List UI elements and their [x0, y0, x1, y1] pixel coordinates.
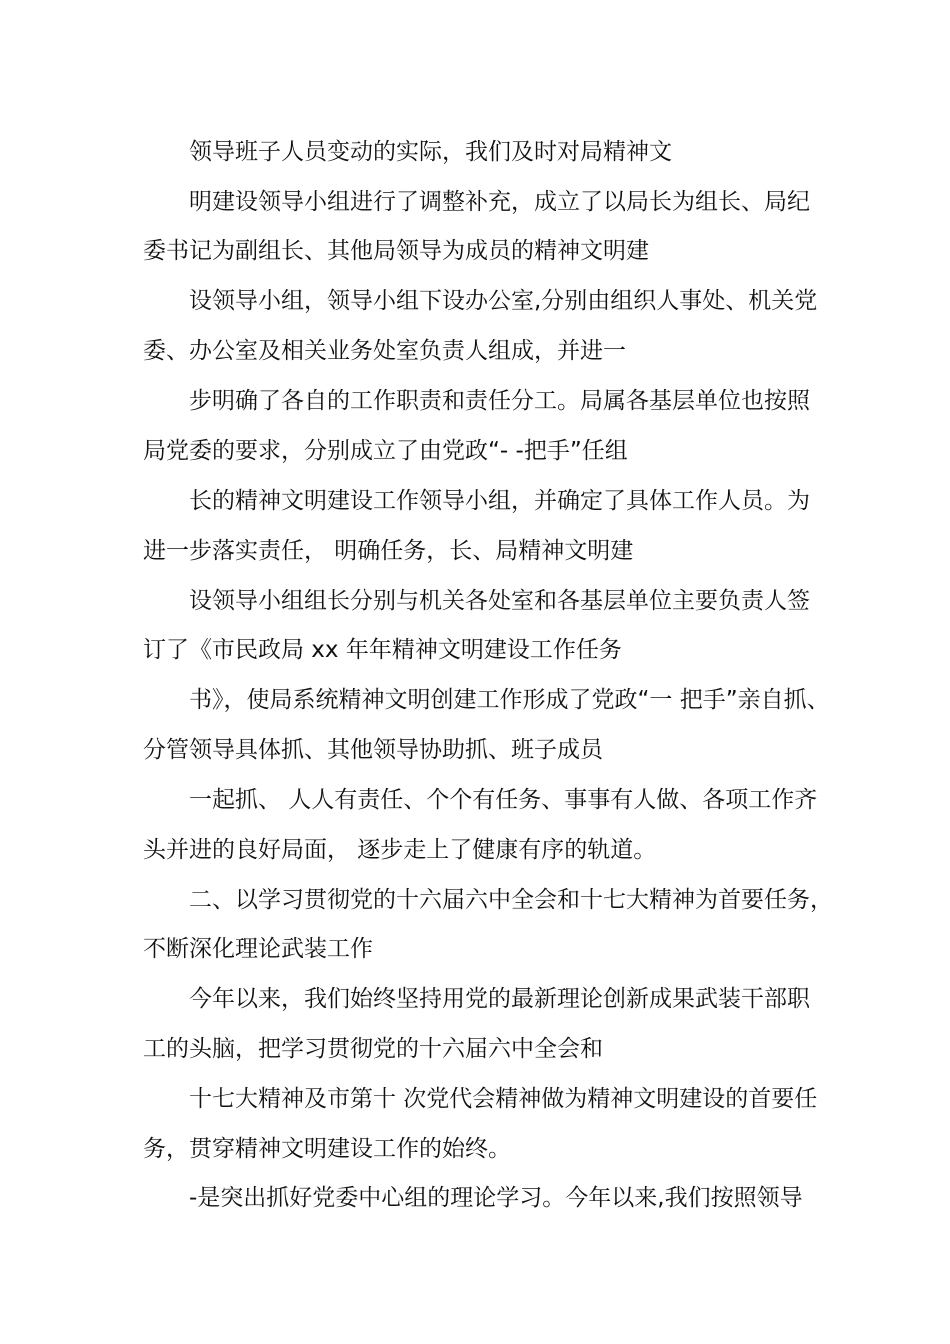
text-line: 进一步落实责任， 明确任务，长、局精神文明建	[143, 538, 634, 564]
section-heading: 二、以学习贯彻党的十六届六中全会和十七大精神为首要任务，	[189, 887, 833, 913]
text-line: 领导班子人员变动的实际，我们及时对局精神文	[189, 139, 672, 165]
text-line: 今年以来，我们始终坚持用党的最新理论创新成果武装干部职	[189, 986, 810, 1012]
text-line: 设领导小组，领导小组下设办公室,分别由组织人事处、机关党	[189, 288, 818, 314]
text-line: 务，贯穿精神文明建设工作的始终。	[143, 1136, 511, 1162]
text-line: 分管领导具体抓、其他领导协助抓、班子成员	[143, 737, 603, 763]
text-line: 明建设领导小组进行了调整补充，成立了以局长为组长、局纪	[189, 189, 810, 215]
text-line: 工的头脑，把学习贯彻党的十六届六中全会和	[143, 1036, 603, 1062]
text-line: 委、办公室及相关业务处室负责人组成，并进一	[143, 338, 626, 364]
section-heading: 不断深化理论武装工作	[143, 936, 373, 962]
text-line: 步明确了各自的工作职责和责任分工。局属各基层单位也按照	[189, 388, 810, 414]
text-line: 长的精神文明建设工作领导小组，并确定了具体工作人员。为	[189, 488, 810, 514]
text-line: -是突出抓好党委中心组的理论学习。今年以来,我们按照领导	[189, 1185, 803, 1211]
text-line: 书》，使局系统精神文明创建工作形成了党政“一 把手”亲自抓、	[189, 687, 830, 713]
text-line: 头并进的良好局面， 逐步走上了健康有序的轨道。	[143, 837, 657, 863]
text-line: 设领导小组组长分别与机关各处室和各基层单位主要负责人签	[189, 588, 810, 614]
text-line: 订了《市民政局 xx 年年精神文明建设工作任务	[143, 637, 622, 663]
text-line: 委书记为副组长、其他局领导为成员的精神文明建	[143, 238, 649, 264]
text-line: 局党委的要求，分别成立了由党政“- -把手”任组	[143, 438, 628, 464]
text-line: 一起抓、 人人有责任、个个有任务、事事有人做、各项工作齐	[189, 787, 818, 813]
text-line: 十七大精神及市第十 次党代会精神做为精神文明建设的首要任	[189, 1086, 818, 1112]
